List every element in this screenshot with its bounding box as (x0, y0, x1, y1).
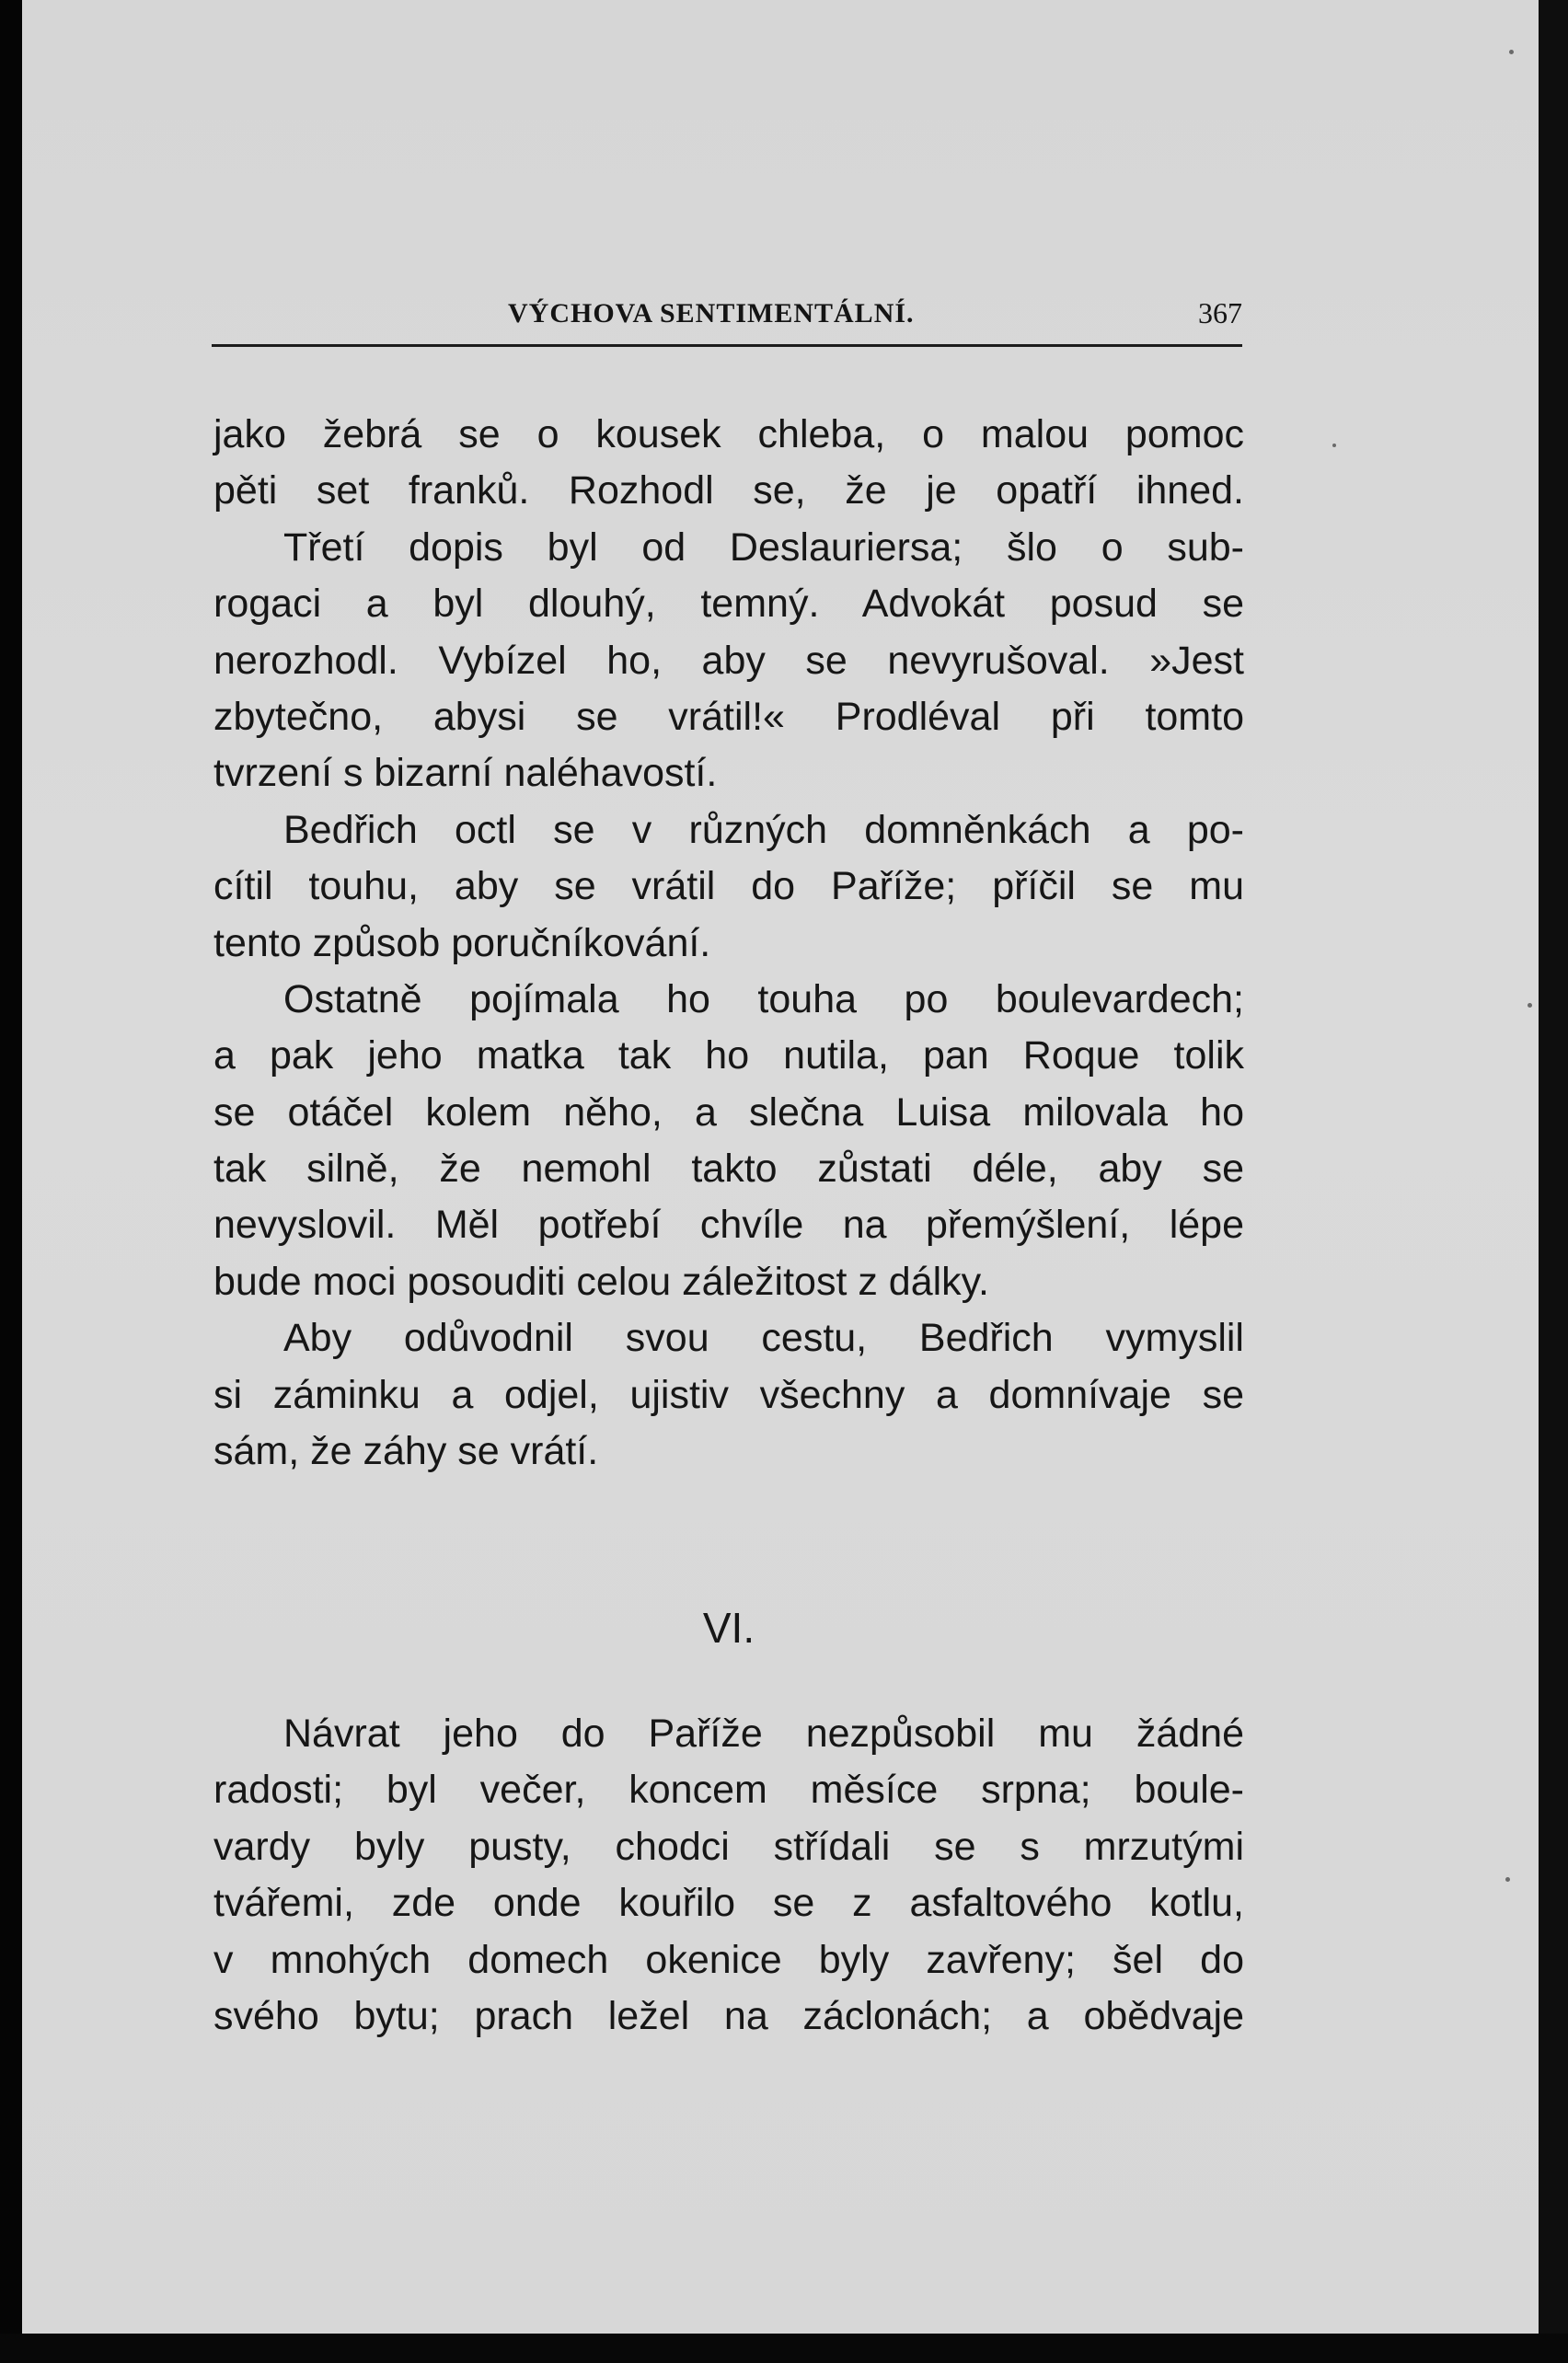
page-right-edge (1539, 0, 1568, 2363)
text-line: Třetí dopis byl od Deslauriersa; šlo o sub- (283, 524, 1244, 570)
text-line: vardy byly pusty, chodci střídali se s mrzutými (213, 1824, 1244, 1869)
text-line: sám, že záhy se vrátí. (213, 1429, 599, 1474)
page-number: 367 (1198, 296, 1242, 329)
text-line: si záminku a odjel, ujistiv všechny a domnívaje se (213, 1372, 1244, 1417)
text-line: bude moci posouditi celou záležitost z dálky. (213, 1259, 989, 1304)
book-spine-edge (0, 0, 22, 2363)
running-header (212, 293, 1242, 348)
text-line: zbytečno, abysi se vrátil!« Prodléval při tomto (213, 694, 1244, 739)
text-line: se otáčel kolem něho, a slečna Luisa milovala ho (213, 1089, 1244, 1135)
dust-speck (1509, 50, 1514, 54)
header-rule (212, 344, 1242, 347)
page-bottom-edge (0, 2334, 1568, 2363)
chapter-body-text (213, 1706, 1244, 2045)
text-line: v mnohých domech okenice byly zavřeny; šel do (213, 1937, 1244, 1982)
text-line: rogaci a byl dlouhý, temný. Advokát posud se (213, 582, 1244, 627)
text-line: radosti; byl večer, koncem měsíce srpna; boule- (213, 1768, 1244, 1813)
text-line: svého bytu; prach ležel na záclonách; a obědvaje (213, 1993, 1244, 2038)
text-line: Aby odůvodnil svou cestu, Bedřich vymyslil (283, 1316, 1244, 1361)
text-line: tento způsob poručníkování. (213, 920, 711, 965)
text-line: Návrat jeho do Paříže nezpůsobil mu žádné (283, 1712, 1244, 1756)
dust-speck (1332, 444, 1336, 447)
text-line: nerozhodl. Vybízel ho, aby se nevyrušoval. »Jest (213, 638, 1244, 683)
text-line: jako žebrá se o kousek chleba, o malou pomoc (213, 412, 1244, 456)
text-line: pěti set franků. Rozhodl se, že je opatří ihned. (213, 468, 1244, 513)
text-line: tvářemi, zde onde kouřilo se z asfaltového kotlu, (213, 1881, 1244, 1926)
text-line: nevyslovil. Měl potřebí chvíle na přemýšlení, lépe (213, 1203, 1244, 1248)
text-line: tvrzení s bizarní naléhavostí. (213, 751, 718, 796)
text-line: cítil touhu, aby se vrátil do Paříže; příčil se mu (213, 864, 1244, 909)
dust-speck (1505, 1877, 1510, 1882)
text-line: a pak jeho matka tak ho nutila, pan Roque tolik (213, 1033, 1244, 1078)
text-line: Ostatně pojímala ho touha po boulevardech; (283, 976, 1244, 1021)
dust-speck (1528, 1003, 1532, 1008)
body-text (213, 407, 1244, 1480)
text-line: tak silně, že nemohl takto zůstati déle, aby se (213, 1147, 1244, 1192)
text-line: Bedřich octl se v různých domněnkách a po- (283, 807, 1244, 852)
chapter-heading: VI. (702, 1604, 755, 1652)
running-title: VÝCHOVA SENTIMENTÁLNÍ. (508, 298, 915, 329)
